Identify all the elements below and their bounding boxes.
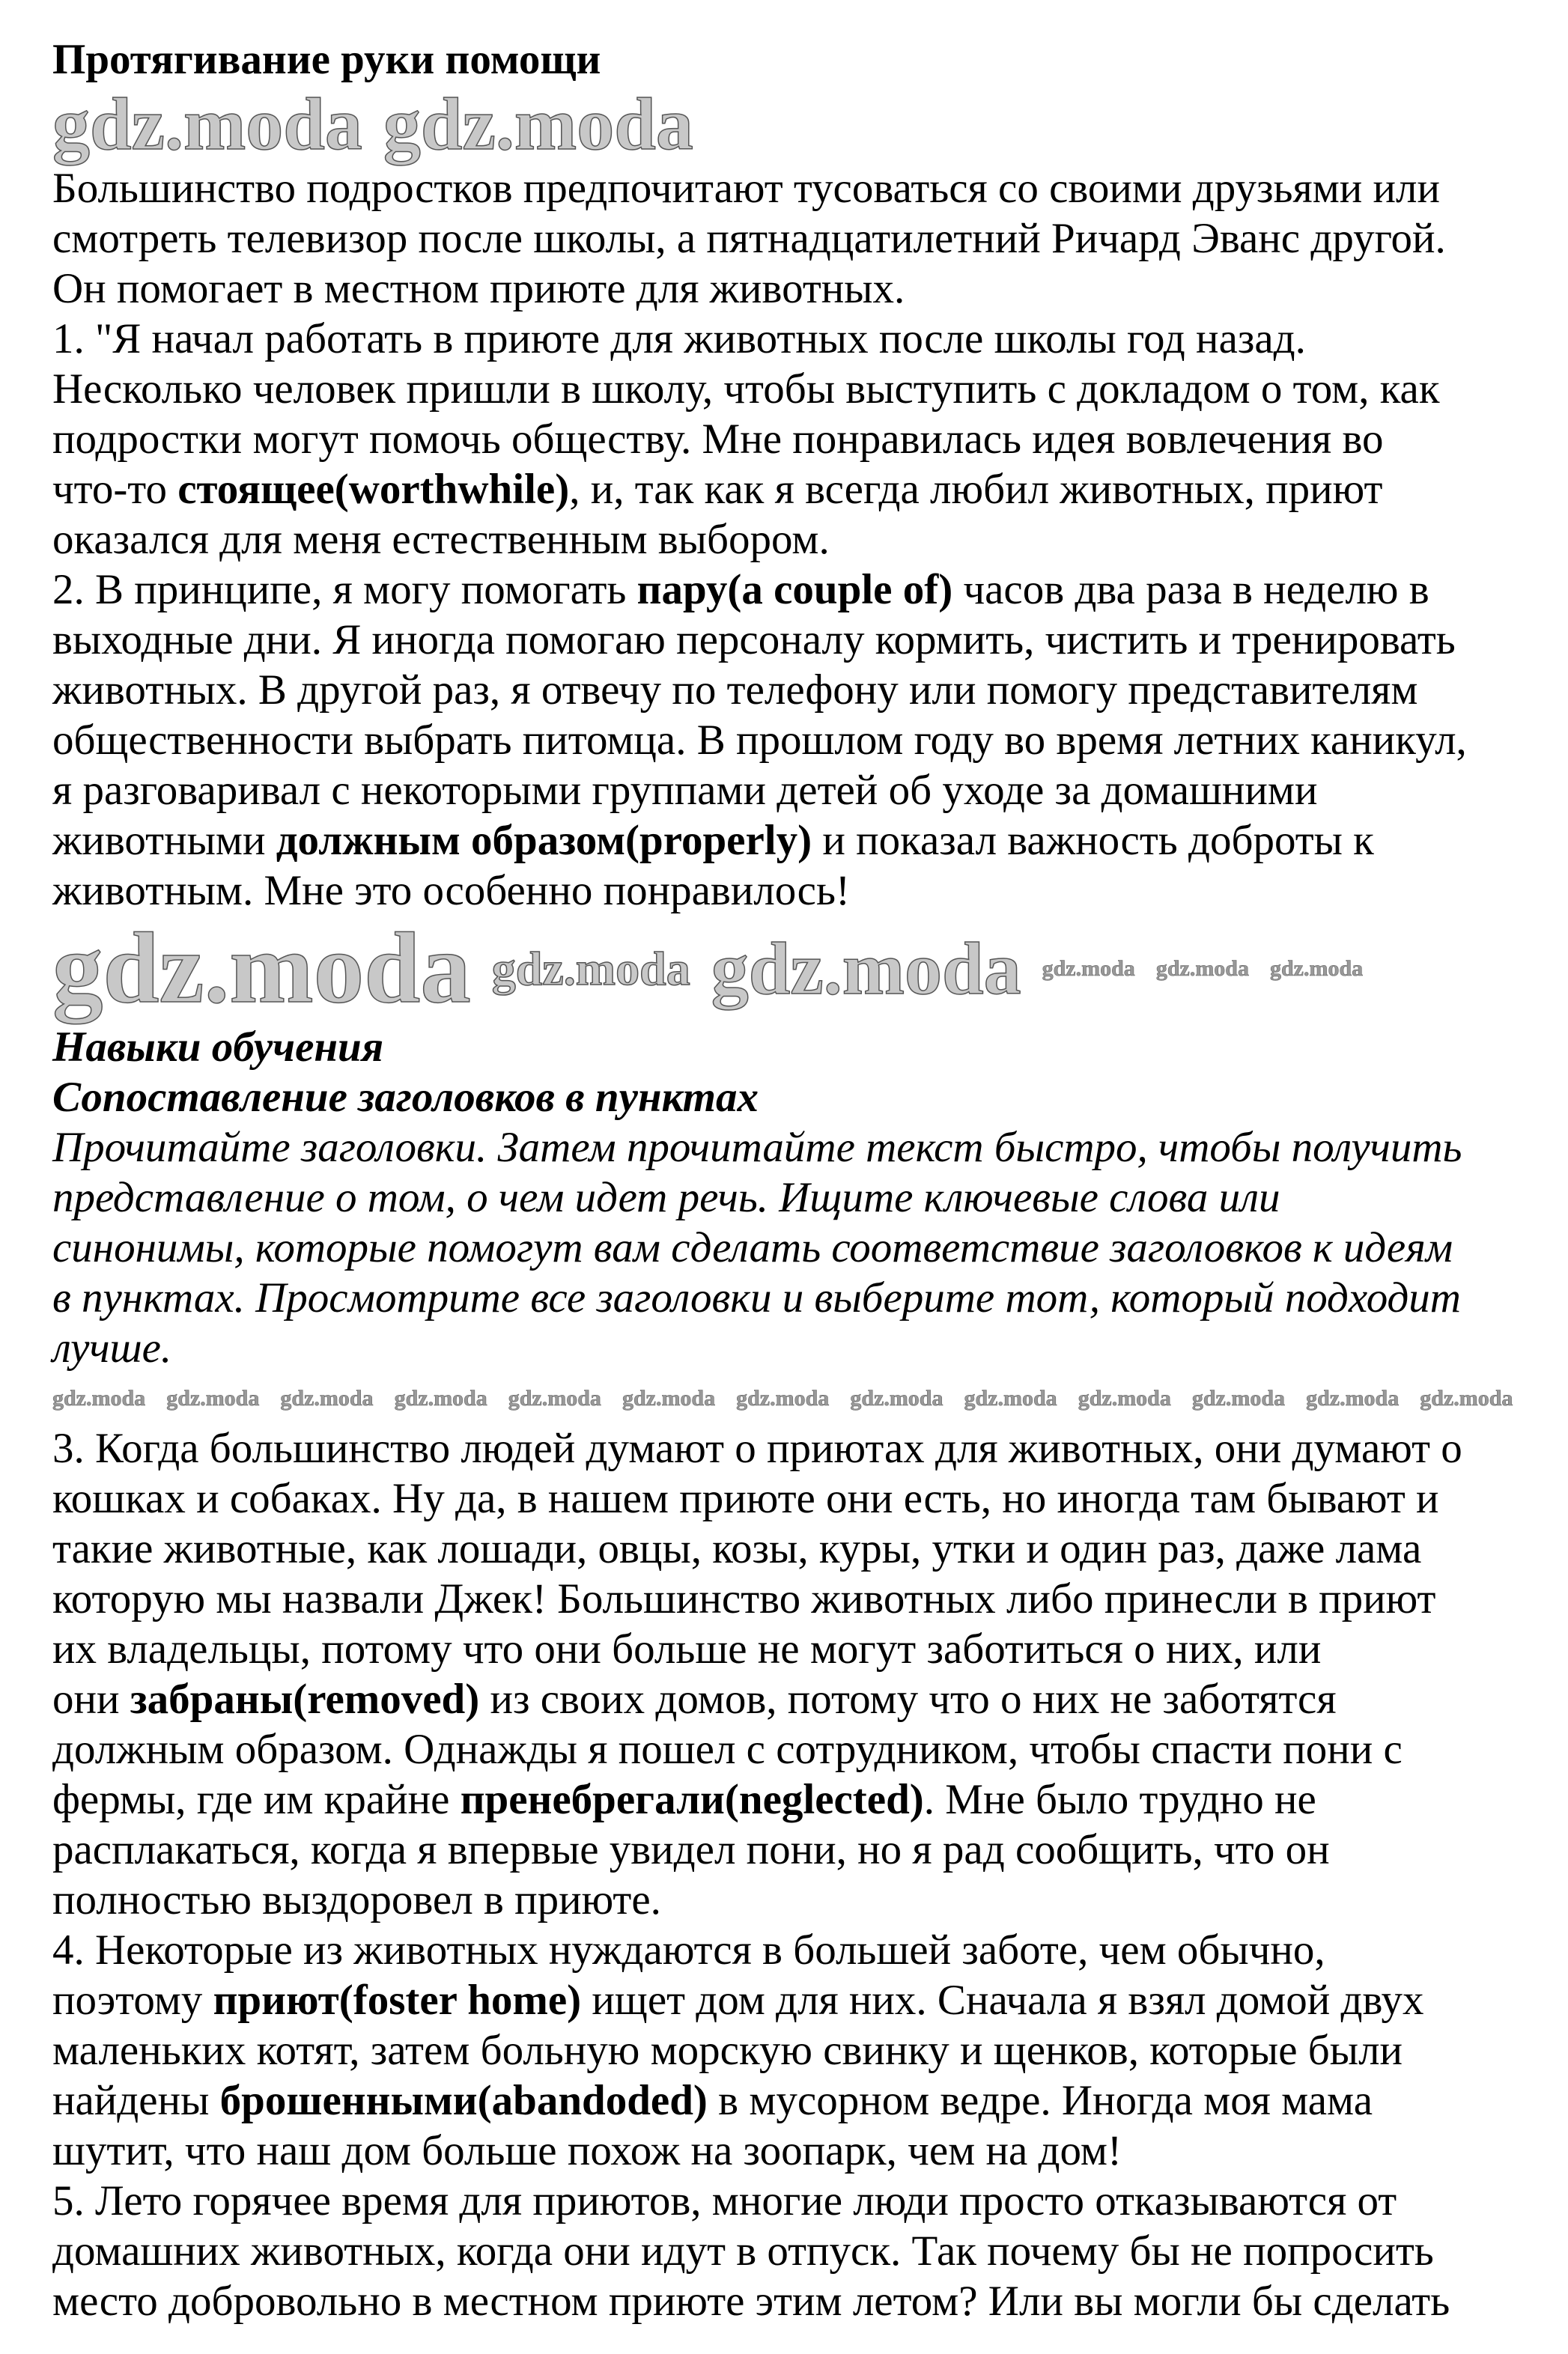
text-segment: 4. Некоторые из животных нуждаются в большей заботе, чем обычно, — [52, 1926, 1325, 1974]
text-line — [52, 1423, 1543, 1473]
text-segment: 3. Когда большинство людей думают о приютах для животных, они думают о — [52, 1424, 1462, 1472]
text-segment: полностью выздоровел в приюте. — [52, 1876, 661, 1923]
text-segment: ищет дом для них. Сначала я взял домой двух — [581, 1976, 1424, 2024]
vocab-term: пренебрегали(neglected) — [460, 1775, 924, 1823]
text-line — [52, 1975, 1543, 2025]
text-line — [52, 1774, 1543, 1825]
watermark: gdz.moda — [394, 1385, 487, 1411]
text-segment: животным. Мне это особенно понравилось! — [52, 867, 850, 914]
text-line — [52, 565, 1543, 615]
watermark: gdz.moda — [383, 82, 693, 165]
text-line — [52, 665, 1543, 715]
text-line — [52, 2126, 1543, 2176]
instruction-line — [52, 1223, 1543, 1273]
vocab-term: пару(a couple of) — [636, 566, 953, 613]
text-segment: выходные дни. Я иногда помогаю персоналу кормить, чистить и тренировать — [52, 616, 1456, 663]
vocab-term: стоящее(worthwhile) — [177, 466, 570, 513]
text-line — [52, 264, 1543, 314]
text-segment: смотреть телевизор после школы, а пятнадцатилетний Ричард Эванс другой. — [52, 215, 1446, 262]
instruction-line — [52, 1173, 1543, 1223]
watermark: gdz.moda — [1270, 956, 1364, 982]
vocab-term: приют(foster home) — [213, 1976, 582, 2024]
text-line — [52, 815, 1543, 866]
watermark: gdz.moda — [1155, 956, 1249, 982]
watermark: gdz.moda — [491, 942, 690, 996]
vocab-term: брошенными(abandoded) — [219, 2076, 708, 2124]
watermark: gdz.moda — [508, 1385, 601, 1411]
watermark: gdz.moda — [52, 1385, 146, 1411]
text-line — [52, 615, 1543, 665]
text-segment: Сопоставление заголовков в пунктах — [52, 1073, 759, 1121]
text-line — [52, 2276, 1543, 2326]
text-segment: такие животные, как лошади, овцы, козы, куры, утки и один раз, даже лама — [52, 1524, 1422, 1572]
blank-line — [52, 82, 1543, 165]
text-line — [52, 2025, 1543, 2075]
text-segment: общественности выбрать питомца. В прошлом году во время летних каникул, — [52, 717, 1467, 764]
text-line — [52, 213, 1543, 264]
watermark: gdz.moda — [52, 82, 362, 165]
text-segment: в мусорном ведре. Иногда моя мама — [707, 2076, 1373, 2124]
text-segment: синонимы, которые помогут вам сделать соответствие заголовков к идеям — [52, 1223, 1453, 1271]
watermark: gdz.moda — [52, 913, 471, 1024]
text-segment: Большинство подростков предпочитают тусоваться со своими друзьями или — [52, 165, 1440, 212]
watermark: gdz.moda — [850, 1385, 943, 1411]
text-segment: фермы, где им крайне — [52, 1775, 461, 1823]
text-segment: 2. В принципе, я могу помогать — [52, 566, 637, 613]
document-body — [52, 34, 1543, 2326]
blank-line — [52, 1373, 1543, 1423]
text-segment: лучше. — [52, 1324, 172, 1372]
text-segment: из своих домов, потому что о них не заботятся — [479, 1675, 1337, 1723]
text-segment: их владельцы, потому что они больше не могут заботиться о них, или — [52, 1625, 1322, 1673]
vocab-term: должным образом(properly) — [276, 817, 812, 864]
watermark: gdz.moda — [166, 1385, 260, 1411]
text-segment: домашних животных, когда они идут в отпуск. Так почему бы не попросить — [52, 2227, 1434, 2275]
text-segment: животных. В другой раз, я отвечу по телефону или помогу представителям — [52, 666, 1418, 714]
text-line — [52, 2176, 1543, 2226]
page-title — [52, 34, 1543, 85]
text-segment: Навыки обучения — [52, 1023, 384, 1071]
text-line — [52, 414, 1543, 464]
text-segment: маленьких котят, затем больную морскую свинку и щенков, которые были — [52, 2026, 1403, 2074]
text-line — [52, 1674, 1543, 1724]
text-line — [52, 765, 1543, 815]
text-segment: шутит, что наш дом больше похож на зоопарк, чем на дом! — [52, 2126, 1122, 2174]
instruction-line — [52, 1022, 1543, 1072]
text-segment: Несколько человек пришли в школу, чтобы выступить с докладом о том, как — [52, 365, 1440, 413]
text-segment: они — [52, 1675, 130, 1723]
instruction-line — [52, 1323, 1543, 1373]
text-line — [52, 364, 1543, 414]
text-segment: место добровольно в местном приюте этим летом? Или вы могли бы сделать — [52, 2277, 1450, 2325]
instruction-line — [52, 1072, 1543, 1122]
watermark: gdz.moda — [280, 1385, 374, 1411]
text-line — [52, 2226, 1543, 2276]
text-segment: Прочитайте заголовки. Затем прочитайте текст быстро, чтобы получить — [52, 1123, 1462, 1171]
text-segment: подростки могут помочь обществу. Мне понравилась идея вовлечения во — [52, 416, 1384, 463]
watermark: gdz.moda — [964, 1385, 1057, 1411]
text-line — [52, 1825, 1543, 1875]
instruction-line — [52, 1122, 1543, 1173]
text-segment: животными — [52, 817, 276, 864]
watermark: gdz.moda — [711, 927, 1021, 1011]
text-segment: должным образом. Однажды я пошел с сотрудником, чтобы спасти пони с — [52, 1725, 1403, 1773]
text-segment: и показал важность доброты к — [812, 817, 1374, 864]
text-segment: в пунктах. Просмотрите все заголовки и выберите тот, который подходит — [52, 1274, 1461, 1322]
text-line — [52, 715, 1543, 765]
text-segment: которую мы назвали Джек! Большинство животных либо принесли в приют — [52, 1575, 1436, 1622]
text-line — [52, 163, 1543, 213]
text-line — [52, 1925, 1543, 1975]
text-segment: поэтому — [52, 1976, 213, 2024]
watermark: gdz.moda — [736, 1385, 830, 1411]
text-segment: представление о том, о чем идет речь. Ищите ключевые слова или — [52, 1173, 1280, 1221]
watermark: gdz.moda — [1420, 1385, 1513, 1411]
text-segment: . Мне было трудно не — [923, 1775, 1316, 1823]
text-line — [52, 314, 1543, 364]
watermark: gdz.moda — [1191, 1385, 1286, 1411]
text-line — [52, 1574, 1543, 1624]
text-line — [52, 1724, 1543, 1774]
text-segment: найдены — [52, 2076, 220, 2124]
watermark: gdz.moda — [1042, 956, 1135, 982]
text-segment: что-то — [52, 466, 178, 513]
text-line — [52, 1624, 1543, 1674]
text-segment: кошках и собаках. Ну да, в нашем приюте они есть, но иногда там бывают и — [52, 1474, 1439, 1522]
text-line — [52, 514, 1543, 565]
text-segment: часов два раза в неделю в — [952, 566, 1429, 613]
instruction-line — [52, 1273, 1543, 1323]
text-line — [52, 1875, 1543, 1925]
watermark: gdz.moda — [1078, 1385, 1171, 1411]
vocab-term: забраны(removed) — [130, 1675, 480, 1723]
text-segment: расплакаться, когда я впервые увидел пони, но я рад сообщить, что он — [52, 1825, 1330, 1873]
text-segment: 1. "Я начал работать в приюте для животных после школы год назад. — [52, 315, 1306, 362]
text-segment: Протягивание руки помощи — [52, 36, 601, 83]
text-line — [52, 464, 1543, 514]
watermark: gdz.moda — [1306, 1385, 1400, 1411]
text-segment: оказался для меня естественным выбором. — [52, 516, 830, 563]
text-line — [52, 866, 1543, 916]
watermark: gdz.moda — [622, 1385, 716, 1411]
text-segment: Он помогает в местном приюте для животных. — [52, 265, 905, 312]
text-segment: , и, так как я всегда любил животных, приют — [569, 466, 1383, 513]
blank-line — [52, 913, 1543, 1024]
text-segment: 5. Лето горячее время для приютов, многие люди просто отказываются от — [52, 2177, 1397, 2224]
text-line — [52, 1524, 1543, 1574]
text-line — [52, 1473, 1543, 1524]
text-segment: я разговаривал с некоторыми группами детей об уходе за домашними — [52, 767, 1318, 814]
text-line — [52, 2075, 1543, 2126]
